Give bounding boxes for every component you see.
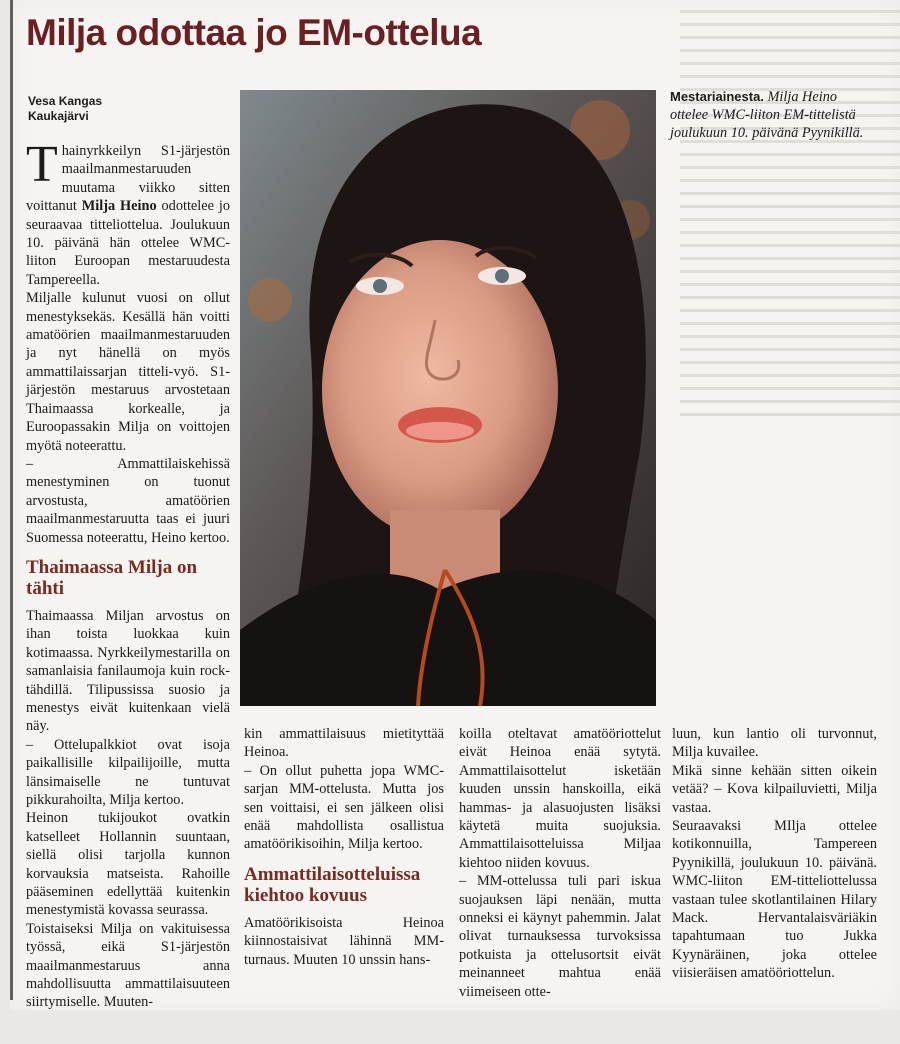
article-column-4 bbox=[672, 725, 877, 983]
subheading: Thaimaassa Milja on tähti bbox=[26, 556, 198, 599]
byline-place: Kaukajärvi bbox=[28, 109, 89, 123]
portrait-illustration bbox=[240, 90, 656, 706]
paragraph bbox=[26, 136, 230, 289]
paragraph: Miljalle kulunut vuosi on ollut menestyksekäs. Kesällä hän voitti amatöörien maailmanmestaruuden ja nyt hänellä on myös ammattilaissarjan titteli-vyö. S1-järjestön mestaruus arvostetaan Thaimaassa korkealle, ja Euroopassakin Milja on voittojen myötä noteerattu. bbox=[26, 290, 230, 454]
article-headline: Milja odottaa jo EM-ottelua bbox=[26, 12, 482, 53]
paragraph: koilla oteltavat amatööriottelut eivät Heinoa enää sytytä. Ammattilaisottelut isketään kuuden unssin hanskoilla, eikä hammas- ja alasuojusten lisäksi käytetä muita suojuksia. Ammattilaisotteluissa Miljaa kiehtoo niiden kovuus. bbox=[459, 726, 661, 871]
paragraph: – Ammattilaiskehissä menestyminen on tuonut arvostusta, amatöörien maailmanmestaruutta taas ei juuri Suomessa noteerattu, Heino kertoo. bbox=[26, 455, 230, 546]
paragraph: Amatöörikisoista Heinoa kiinnostaisivat lähinnä MM-turnaus. Muuten 10 unssin hans- bbox=[244, 914, 444, 968]
bold-name: Milja Heino bbox=[81, 198, 157, 215]
column-rule bbox=[10, 0, 13, 1000]
photo-caption bbox=[670, 88, 875, 142]
text-span: hainyrkkeilyn S1-järjestön maailmanmestaruuden muutama viikko sitten voittanut bbox=[26, 143, 230, 215]
drop-cap: T bbox=[26, 136, 58, 193]
paragraph: Seuraavaksi MIlja ottelee kotikonnuilla, Tampereen Pyynikillä, joulukuun 10. päivänä. WMC-liiton EM-titteliottelussa vastaan tulee skotlantilainen Hilary Mack. Hervantalaisväriäkin tapahtumaan tuo Jukka Kyynäräinen, joka ottelee viisieräisen amatööriottelun. bbox=[672, 818, 877, 982]
paragraph: Heinon tukijoukot ovatkin katselleet Hollannin suuntaan, siellä olisi tarjolla kunnon korvauksia matseista. Rahoille pääseminen edellyttää kuitenkin menestymistä kovassa seurassa. bbox=[26, 810, 230, 919]
paragraph: kin ammattilaisuus mietityttää Heinoa. bbox=[244, 726, 444, 761]
paragraph: – On ollut puhetta jopa WMC-sarjan MM-ottelusta. Mutta jos sen voittaisi, ei sen jälkeen olisi enää mahdollista osallistua amatöörikisoihin, Milja kertoo. bbox=[244, 762, 444, 853]
paragraph: luun, kun lantio oli turvonnut, Milja kuvailee. bbox=[672, 726, 877, 761]
article-column-3 bbox=[459, 725, 661, 1001]
text-span: odottelee jo seuraavaa titteliottelua. Joulukuun 10. päivänä hän ottelee WMC-liiton Euroopan mestaruudesta Tampereella. bbox=[26, 198, 230, 288]
portrait-photo bbox=[240, 90, 656, 706]
paragraph: Mikä sinne kehään sitten oikein vetää? – Kova kilpailuvietti, Milja vastaa. bbox=[672, 762, 877, 816]
article-column-1 bbox=[26, 136, 230, 1012]
article-column-2 bbox=[244, 725, 444, 969]
subheading: Ammattilaisotteluissa kiehtoo kovuus bbox=[244, 863, 421, 906]
paragraph: – Ottelupalkkiot ovat isoja paikallisille kilpailijoille, mutta länsimaiselle ne tuntuvat pikkurahoilta, Milja kertoo. bbox=[26, 736, 230, 808]
paragraph: Thaimaassa Miljan arvostus on ihan toista luokkaa kuin kotimaassa. Nyrkkeilymestarilla on samanlaisia fanilaumoja kuin rock-tähdillä. Tilipussissa suosio ja menestys eivät kuitenkaan vielä näy. bbox=[26, 607, 230, 735]
caption-text: Milja Heino ottelee WMC-liiton EM-tittelistä joulukuun 10. päivänä Pyynikillä. bbox=[670, 89, 864, 141]
paragraph: Toistaiseksi Milja on vakituisessa työssä, eikä S1-järjestön maailmanmestaruus anna mahdollisuutta ammattilaisuuteen siirtymiselle. Muuten- bbox=[26, 920, 230, 1011]
paragraph: – MM-ottelussa tuli pari iskua suojauksen läpi nenään, mutta onneksi ei käynyt pahemmin. Jalat olivat turnauksessa turvoksissa potkuista ja ottelusortsit eivät meinanneet mahtua enää viimeiseen otte- bbox=[459, 873, 661, 1000]
byline bbox=[28, 94, 102, 124]
byline-author: Vesa Kangas bbox=[28, 94, 103, 108]
caption-lead: Mestariainesta. bbox=[670, 89, 764, 104]
